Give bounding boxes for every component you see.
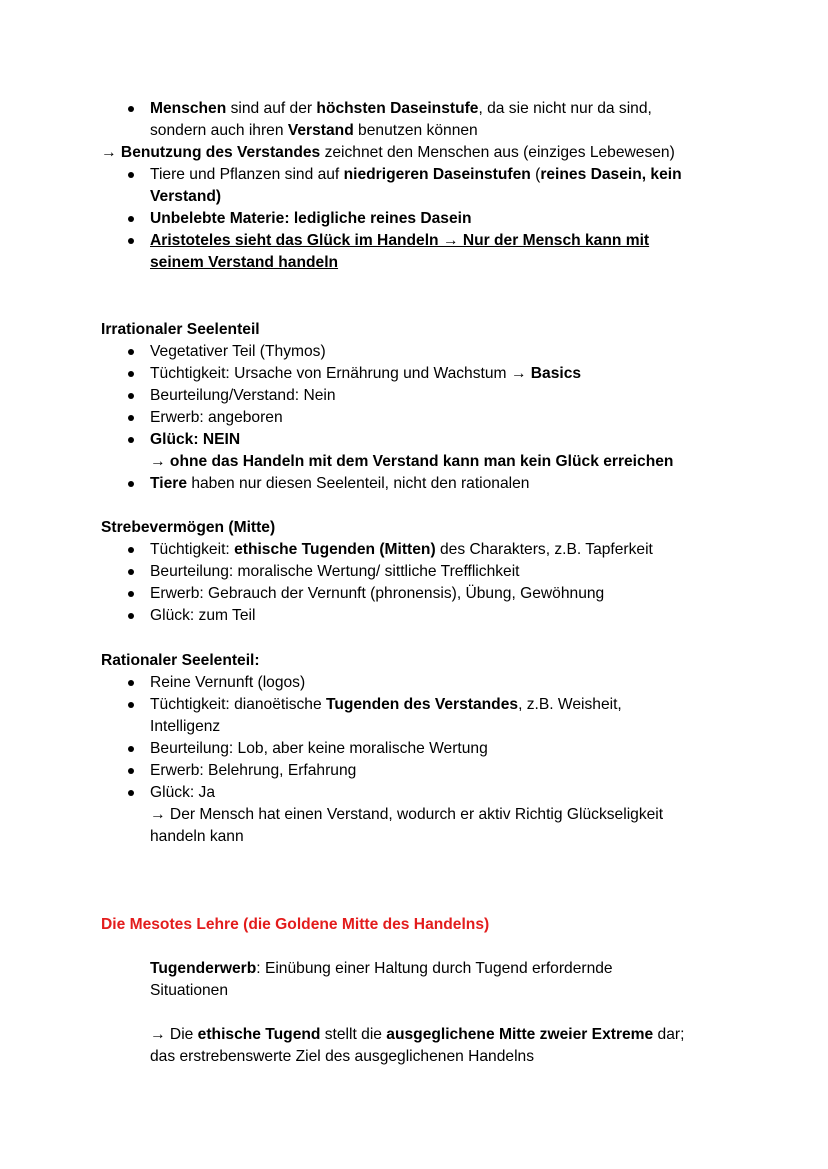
list-item: Erwerb: Gebrauch der Vernunft (phronensis), Übung, Gewöhnung [101, 583, 741, 605]
text-bold: höchsten Daseinstufe [316, 100, 479, 117]
section-heading: Rationaler Seelenteil: [101, 652, 260, 669]
ethische-tugend-paragraph [101, 1024, 741, 1068]
rational-section [101, 650, 741, 848]
arrow-line-verstand [101, 142, 741, 164]
list-item-cont: Intelligenz [150, 718, 221, 735]
text-bold: Tiere [150, 475, 187, 492]
text-bold: Tugenderwerb [150, 960, 257, 977]
text: Tiere und Pflanzen sind auf [150, 166, 344, 183]
list-item-note: → ohne das Handeln mit dem Verstand kann man kein Glück erreichen [150, 453, 674, 470]
text-bold: → Benutzung des Verstandes [101, 144, 321, 161]
list-item: Erwerb: Belehrung, Erfahrung [101, 760, 741, 782]
text-bold: Tugenden des Verstandes [325, 696, 519, 713]
text: → Die [150, 1026, 198, 1043]
list-item: Glück: Ja [101, 782, 741, 804]
text-bold: reines Dasein, kein [540, 166, 682, 183]
paragraph-line: das erstrebenswerte Ziel des ausgeglichenen Handelns [150, 1048, 535, 1065]
text: ( [530, 166, 541, 183]
text-bold-underline: seinem Verstand handeln [150, 254, 339, 271]
text: benutzen können [353, 122, 478, 139]
paragraph-line [101, 1024, 741, 1046]
text: Tüchtigkeit: [150, 541, 235, 558]
section-heading: Strebevermögen (Mitte) [101, 519, 276, 536]
bullet-tiere-pflanzen [101, 164, 741, 186]
text: stellt die [320, 1026, 387, 1043]
list-item-note-cont: handeln kann [150, 828, 244, 845]
list-item [101, 694, 741, 716]
intro-section [101, 98, 741, 274]
text: zeichnet den Menschen aus (einziges Lebewesen) [320, 144, 675, 161]
text-bold: ethische Tugenden (Mitten) [234, 541, 436, 558]
bullet-aristoteles-cont [101, 252, 741, 274]
bullet-unbelebte-materie [101, 208, 741, 230]
text: haben nur diesen Seelenteil, nicht den rationalen [187, 475, 530, 492]
bullet-menschen [101, 98, 741, 120]
bullet-tiere-pflanzen-cont [101, 186, 741, 208]
list-item: Beurteilung: moralische Wertung/ sittliche Trefflichkeit [101, 561, 741, 583]
list-item: Beurteilung/Verstand: Nein [101, 385, 741, 407]
text: dar; [653, 1026, 685, 1043]
list-item [101, 473, 741, 495]
list-item-note: → Der Mensch hat einen Verstand, wodurch er aktiv Richtig Glückseligkeit [150, 806, 664, 823]
bullet-menschen-cont [101, 120, 741, 142]
list-item: Reine Vernunft (logos) [101, 672, 741, 694]
section-heading: Irrationaler Seelenteil [101, 321, 260, 338]
paragraph-line: Situationen [150, 982, 229, 999]
text-bold: Unbelebte Materie: ledigliche reines Dasein [150, 210, 472, 227]
list-item [101, 363, 741, 385]
text-bold: Menschen [150, 100, 227, 117]
text: des Charakters, z.B. Tapferkeit [435, 541, 653, 558]
text-bold-underline: Aristoteles sieht das Glück im Handeln → Nur der Mensch kann mit [150, 232, 650, 249]
text-bold: Verstand) [150, 188, 222, 205]
text: Tüchtigkeit: Ursache von Ernährung und Wachstum → [150, 365, 531, 382]
text: , z.B. Weisheit, [518, 696, 622, 713]
text-bold: ethische Tugend [197, 1026, 321, 1043]
list-item: Vegetativer Teil (Thymos) [101, 341, 741, 363]
text: sind auf der [226, 100, 317, 117]
list-item: Glück: zum Teil [101, 605, 741, 627]
text: Tüchtigkeit: dianoëtische [150, 696, 326, 713]
text-bold: Basics [530, 365, 582, 382]
list-item: Erwerb: angeboren [101, 407, 741, 429]
bullet-aristoteles [101, 230, 741, 252]
streben-section [101, 517, 741, 627]
list-item [101, 539, 741, 561]
mesotes-section [101, 914, 741, 936]
text: , da sie nicht nur da sind, [478, 100, 652, 117]
text: sondern auch ihren [150, 122, 288, 139]
text-bold: ausgeglichene Mitte zweier Extreme [386, 1026, 654, 1043]
irrational-section [101, 319, 741, 495]
text-bold: niedrigeren Daseinstufen [343, 166, 531, 183]
tugenderwerb-paragraph [101, 958, 741, 1002]
paragraph-line [101, 958, 741, 980]
section-heading-red: Die Mesotes Lehre (die Goldene Mitte des Handelns) [101, 916, 490, 933]
list-item: Beurteilung: Lob, aber keine moralische Wertung [101, 738, 741, 760]
text: : Einübung einer Haltung durch Tugend erfordernde [256, 960, 613, 977]
text-bold: Verstand [287, 122, 354, 139]
list-item: Glück: NEIN [101, 429, 741, 451]
